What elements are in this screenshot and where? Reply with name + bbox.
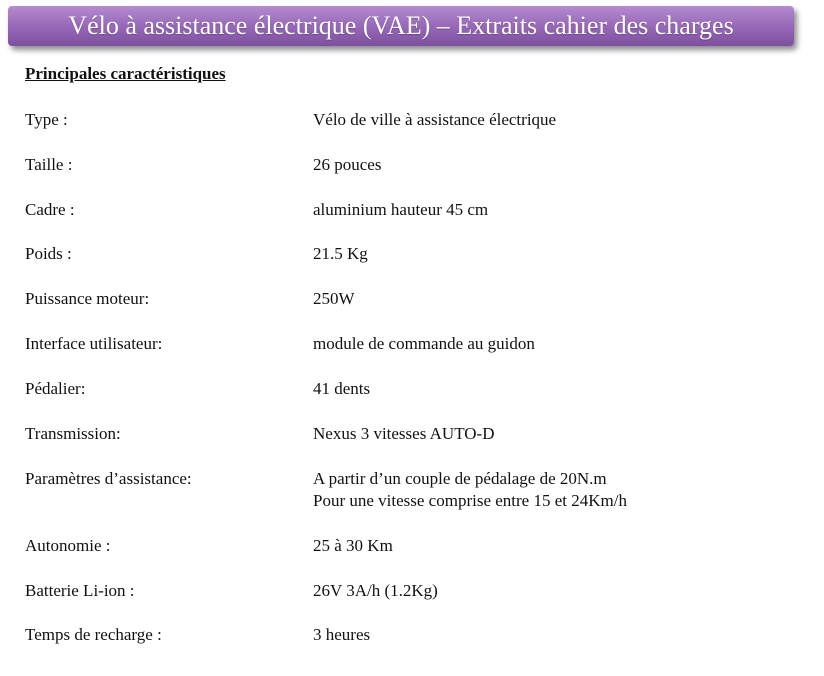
spec-value: 41 dents <box>313 379 371 398</box>
spec-value: 3 heures <box>313 625 371 644</box>
spec-value: 25 à 30 Km <box>313 536 393 555</box>
spec-value: Vélo de ville à assistance électrique <box>313 110 557 129</box>
spec-value: module de commande au guidon <box>313 334 535 353</box>
spec-value-line-2: Pour une vitesse comprise entre 15 et 24Km/h <box>313 491 627 510</box>
spec-value: Nexus 3 vitesses AUTO-D <box>313 424 495 443</box>
spec-label: Poids : <box>25 244 72 263</box>
spec-label: Interface utilisateur: <box>25 334 163 353</box>
spec-label: Taille : <box>25 155 73 174</box>
spec-label: Cadre : <box>25 200 75 219</box>
section-heading: Principales caractéristiques <box>25 64 226 83</box>
spec-value: 21.5 Kg <box>313 244 368 263</box>
spec-value: aluminium hauteur 45 cm <box>313 200 489 219</box>
spec-value: 26 pouces <box>313 155 382 174</box>
spec-label: Batterie Li-ion : <box>25 581 135 600</box>
spec-label: Autonomie : <box>25 536 111 555</box>
spec-label: Transmission: <box>25 424 121 443</box>
spec-value-line-1: A partir d’un couple de pédalage de 20N.m <box>313 469 607 488</box>
spec-value: 26V 3A/h (1.2Kg) <box>313 581 438 600</box>
spec-label: Puissance moteur: <box>25 289 150 308</box>
title-banner <box>8 6 794 46</box>
spec-label: Pédalier: <box>25 379 86 398</box>
page-title: Vélo à assistance électrique (VAE) – Extraits cahier des charges <box>68 11 734 40</box>
spec-label: Type : <box>25 110 68 129</box>
spec-label: Temps de recharge : <box>25 625 162 644</box>
spec-value-multiline <box>313 468 627 512</box>
spec-label: Paramètres d’assistance: <box>25 469 192 488</box>
spec-value: 250W <box>313 289 355 308</box>
